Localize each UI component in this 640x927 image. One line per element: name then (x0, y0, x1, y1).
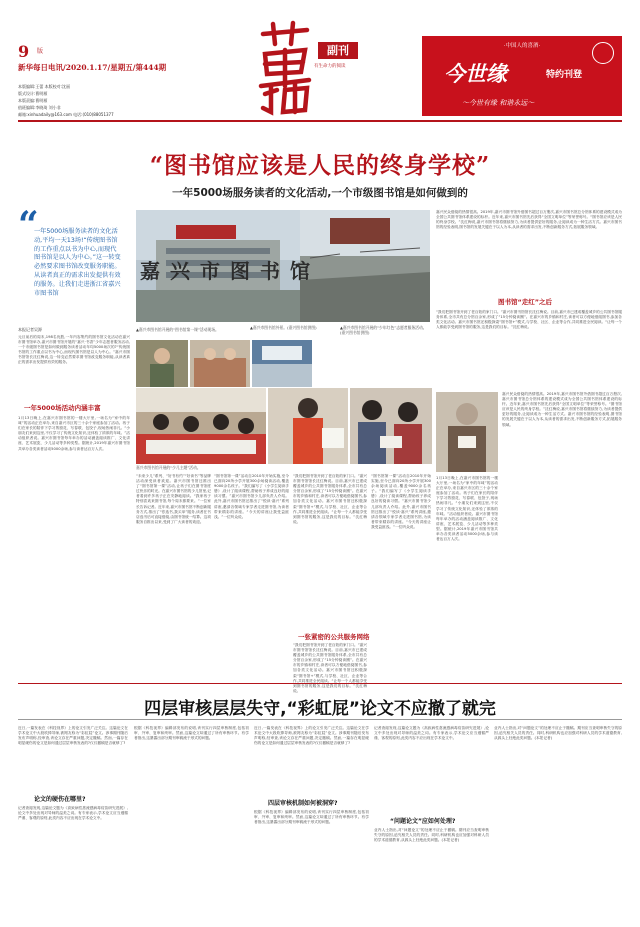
section-title: 论文的硬伤在哪里? (34, 796, 86, 803)
body-paragraph: 近日,一篇发表在《科技视界》上的论文引发广泛关注。这篇论文在学术论文中大段吹捧导师,被网友称为“彩虹屁”论文。涉事期刊随后发布声明称,经审查,该论文存在严重问题,决定撤稿。然而,一篇存在明显硬伤的论文是如何通过层层审核发表的?仅仅撤稿是否就够了? (18, 726, 128, 746)
ad-top-line: ·中国人的喜酒· (503, 43, 541, 49)
editor-line: 本版编辑:王蕾 本版校对:沈丽 (18, 84, 70, 89)
body-paragraph: 1月13日晚上,在嘉兴市图书馆的一楼大厅里,一场名为“家中的年味”的活动正在举办,来自嘉兴市区的三十余个家庭参加了活动。孩子们在家长的陪伴下学习剪窗花、写春联、包饺子,现场热闹非凡。“小朋友们来到这里,不仅学习了传统文化知识,还体验了浓浓的年味。”活动组织者说。嘉兴市图书馆每年举办的活动涵盖阅读推广、文化讲座、艺术展览、少儿活动等多种类型。据统计,2019年嘉兴市图书馆共举办各类读者活动5000余场,参与读者达百万人次。 (18, 416, 130, 451)
advertisement (422, 36, 622, 116)
photo-caption: ▲嘉兴市图书馆开展的“少年红色”志愿者服务活动。(嘉兴图书馆供图) (340, 325, 427, 335)
body-paragraph: 元旦前后的周末,198名优胜,一年内容集约的图书馆文化活动在嘉兴市图书馆举办,嘉兴市图书馆开展的“嘉兴·书香”少年志愿者服务活动,一个市级图书馆是如何做到服务读者活动年均5000场次的?“传统图书馆的工作重点以书为中心,而现代图书馆是以人为中心。”嘉兴市图书馆馆长沈红梅说,这一转变必然要求图书馆改变服务职能,从读者真正的需求出发提供有效的服务。 (18, 335, 130, 365)
lead-subheadline: 一年5000场服务读者的文化活动,一个市级图书馆是如何做到的 (172, 187, 468, 199)
masthead-rule (18, 120, 622, 122)
editor-line: 值班编辑:李晓琦 刘小非 (18, 105, 61, 110)
page-label: 版 (37, 48, 44, 55)
section-name-badge: 副刊 (318, 42, 358, 59)
photo-activity (190, 340, 250, 387)
photo-banner (330, 218, 390, 244)
section-title: 一张紧密的公共服务网络 (298, 633, 370, 641)
section-title: 四层审核机制如何被洞穿? (268, 800, 338, 807)
quote-mark-icon: “ (18, 204, 39, 246)
ad-slogan: ～今世有缘 和谐永远～ (462, 99, 535, 107)
photo-caption: ▲嘉兴市图书馆开展的“图书馆第一课”活动现场。 (136, 327, 219, 332)
section-divider (18, 719, 622, 720)
library-sign-text: 嘉兴市图书馆 (140, 259, 320, 283)
section-title: 一年5000场活动内涵丰富 (24, 404, 101, 412)
dateline: 新华每日电讯/2020.1.17/星期五/第444期 (18, 63, 167, 72)
body-paragraph: 嘉兴民众借阅的热情很高。2019年,嘉兴市图书馆外借图书超过百万册次,嘉兴市图书馆总分馆体系的建设模式成为全国公共图书馆体系建设的标杆。近年来,嘉兴市图书馆先后获得“全国文明单位”等荣誉称号。“图书馆应该是人民的终身学校。”沈红梅说,嘉兴市图书馆将继续努力,为读者提供更好的服务,让阅读成为一种生活方式。嘉兴市图书馆的经验表明,图书馆的发展关键在于以人为本,从读者的需求出发,不断创新服务方式,拓展服务领域。 (502, 392, 622, 427)
editor-line: 邮箱:xinhuadaily@163.com 电话:(010)88051377 (18, 112, 114, 117)
body-paragraph: 根据《科技视界》编辑部发布的说明,该刊实行四层审核制度,包括初审、外审、复审和终审。然而,这篇论文却通过了所有审核环节。有学者指出,这暴露出部分期刊审稿流于形式的问题。 (254, 810, 369, 825)
section-logo-calligraphy (255, 20, 315, 115)
photo-elderly-reader (436, 392, 498, 472)
brand-seal-icon (592, 42, 614, 64)
body-paragraph: 1月13日晚上,在嘉兴市图书馆的一楼大厅里,一场名为“家中的年味”的活动正在举办,来自嘉兴市区的三十余个家庭参加了活动。孩子们在家长的陪伴下学习剪窗花、写春联、包饺子,现场热闹非凡。“小朋友们来到这里,不仅学习了传统文化知识,还体验了浓浓的年味。”活动组织者说。嘉兴市图书馆每年举办的活动涵盖阅读推广、文化讲座、艺术展览、少儿活动等多种类型。据统计,2019年嘉兴市图书馆共举办各类读者活动5000余场,参与读者达百万人次。 (436, 476, 498, 542)
body-paragraph: “图书馆第一课”活动自2010年开始实施,至今已面向20所小学开展300余场阅读活动,覆盖9000余名孩子。“我们编写了《小学生阅读手册》,设计了阅读课程,帮助孩子养成良好的阅读习惯。”嘉兴市图书馆少儿部负责人介绍。此外,嘉兴市图书馆还推出了“悦读·嘉兴”系列讲座,邀请各领域专家学者走进图书馆,为读者带来精彩的讲座。“今天的讲座让我受益匪浅。”一位听众说。 (214, 474, 289, 519)
page-number: 9 (18, 42, 30, 61)
section-slogan: 有生命力的阅读 (314, 64, 346, 69)
photo-activity (136, 340, 188, 387)
photo-caption: 嘉兴市图书馆开展的“少儿主题”活动。 (136, 465, 201, 470)
photo-children-reading (136, 388, 266, 464)
body-paragraph: “我们把图书馆开到了老百姓的家门口。”嘉兴市图书馆馆长沈红梅说。目前,嘉兴市已建成覆盖城乡的公共图书馆服务体系,全市共有总分馆百余家,形成了“15分钟阅读圈”。在嘉兴市的乡镇和村庄,读者可以方便地借阅图书,参加各类文化活动。嘉兴市图书馆还积极探索“图书馆+”模式,与学校、社区、企业等合作,共同推进全民阅读。“让每一个人都能享受到图书馆的服务,这是我们的目标。”沈红梅说。 (436, 310, 622, 330)
photo-readers (350, 388, 432, 464)
body-paragraph: “未来少儿”系列、“好书有约”“好读书”等品牌活动深受读者欢迎。嘉兴市图书馆还推出了“图书馆第一课”活动,让孩子们在图书馆度过快乐的时光。在嘉兴市图书馆的少儿馆里,记者看到许多孩子正在安静地阅读。“我家孩子特别喜欢来图书馆,每个周末都要来。”一位家长告诉记者。近年来,嘉兴市图书馆不断创新服务方式,推出了“你选书,我买单”服务,读者在书店选书后可直接借阅,由图书馆统一结算。这项服务自推出以来,受到了广大读者的欢迎。 (136, 474, 211, 524)
editor-line: 版式设计:曹明雁 (18, 91, 48, 96)
body-paragraph: 记者查阅发现,这篇论文题为《高致病性禽流感病毒疫苗研究进展》,论文中多处出现对导师的溢美之词。有专家表示,学术论文应当遵循严谨、客观的原则,此类内容不应出现在学术论文中。 (374, 726, 489, 741)
body-paragraph: 近日,一篇发表在《科技视界》上的论文引发广泛关注。这篇论文在学术论文中大段吹捧导师,被网友称为“彩虹屁”论文。涉事期刊随后发布声明称,经审查,该论文存在严重问题,决定撤稿。然而,一篇存在明显硬伤的论文是如何通过层层审核发表的?仅仅撤稿是否就够了? (254, 726, 369, 746)
photo-caption: ▲嘉兴市图书馆外景。(嘉兴图书馆供图) (250, 325, 317, 330)
byline: 本报记者吴源 (18, 327, 42, 332)
editor-line: 本版责编:曹明雁 (18, 98, 48, 103)
section-title: “问题论文”应如何处理? (390, 818, 456, 825)
body-paragraph: 根据《科技视界》编辑部发布的说明,该刊实行四层审核制度,包括初审、外审、复审和终审。然而,这篇论文却通过了所有审核环节。有学者指出,这暴露出部分期刊审稿流于形式的问题。 (134, 726, 249, 741)
second-headline: 四层审核层层失守,“彩虹屁”论文不应撤了就完 (144, 699, 496, 719)
photo-volunteer (268, 388, 348, 464)
body-paragraph: “我们把图书馆开到了老百姓的家门口。”嘉兴市图书馆馆长沈红梅说。目前,嘉兴市已建成覆盖城乡的公共图书馆服务体系,全市共有总分馆百余家,形成了“15分钟阅读圈”。在嘉兴市的乡镇和村庄,读者可以方便地借阅图书,参加各类文化活动。嘉兴市图书馆还积极探索“图书馆+”模式,与学校、社区、企业等合作,共同推进全民阅读。“让每一个人都能享受到图书馆的服务,这是我们的目标。”沈红梅说。 (293, 643, 367, 693)
section-divider (18, 683, 622, 684)
body-paragraph: 嘉兴民众借阅的热情很高。2019年,嘉兴市图书馆外借图书超过百万册次,嘉兴市图书馆总分馆体系的建设模式成为全国公共图书馆体系建设的标杆。近年来,嘉兴市图书馆先后获得“全国文明单位”等荣誉称号。“图书馆应该是人民的终身学校。”沈红梅说,嘉兴市图书馆将继续努力,为读者提供更好的服务,让阅读成为一种生活方式。嘉兴市图书馆的经验表明,图书馆的发展关键在于以人为本,从读者的需求出发,不断创新服务方式,拓展服务领域。 (436, 210, 622, 230)
body-paragraph: 业内人士指出,对“问题论文”的处理不应止于撤稿。期刊应当查明审核失守的原因,追究相关人员的责任。同时,科研机构也应加强对科研人员的学术道德教育,从源头上杜绝此类问题。(本报记者) (494, 726, 622, 741)
pull-quote: 一年5000场服务读者的文化活动,平均一天13场!“传统图书馆的工作重点以书为中心,而现代图书馆是以人为中心。”这一转变必然要求图书馆改变服务职能。从读者真正的需求出发提供有效的服务。让我们走进浙江省嘉兴市图书馆 (34, 228, 121, 297)
lead-headline: “图书馆应该是人民的终身学校” (149, 152, 491, 179)
body-paragraph: “我们把图书馆开到了老百姓的家门口。”嘉兴市图书馆馆长沈红梅说。目前,嘉兴市已建成覆盖城乡的公共图书馆服务体系,全市共有总分馆百余家,形成了“15分钟阅读圈”。在嘉兴市的乡镇和村庄,读者可以方便地借阅图书,参加各类文化活动。嘉兴市图书馆还积极探索“图书馆+”模式,与学校、社区、企业等合作,共同推进全民阅读。“让每一个人都能享受到图书馆的服务,这是我们的目标。”沈红梅说。 (293, 474, 367, 524)
photo-activity (252, 340, 312, 387)
section-title: 图书馆“走红”之后 (498, 298, 553, 306)
svg-text:草地: 草地 (255, 20, 257, 21)
body-paragraph: 记者查阅发现,这篇论文题为《高致病性禽流感病毒疫苗研究进展》,论文中多处出现对导师的溢美之词。有专家表示,学术论文应当遵循严谨、客观的原则,此类内容不应出现在学术论文中。 (18, 806, 128, 821)
ad-brand: 今世缘 (444, 61, 507, 86)
body-paragraph: 业内人士指出,对“问题论文”的处理不应止于撤稿。期刊应当查明审核失守的原因,追究相关人员的责任。同时,科研机构也应加强对科研人员的学术道德教育,从源头上杜绝此类问题。(本报记者) (374, 828, 489, 843)
ad-tag: 特约刊登 (546, 70, 583, 80)
body-paragraph: “图书馆第一课”活动自2010年开始实施,至今已面向20所小学开展300余场阅读活动,覆盖9000余名孩子。“我们编写了《小学生阅读手册》,设计了阅读课程,帮助孩子养成良好的阅读习惯。”嘉兴市图书馆少儿部负责人介绍。此外,嘉兴市图书馆还推出了“悦读·嘉兴”系列讲座,邀请各领域专家学者走进图书馆,为读者带来精彩的讲座。“今天的讲座让我受益匪浅。”一位听众说。 (371, 474, 431, 529)
